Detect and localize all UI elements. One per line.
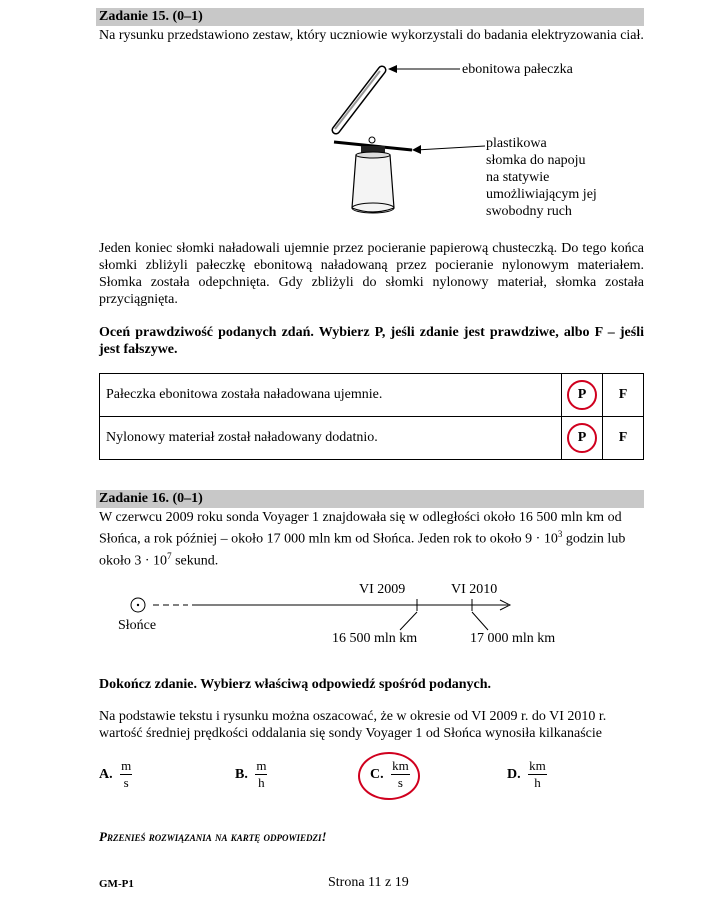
selection-circle xyxy=(567,380,597,410)
answer-a[interactable]: A. $\frac{m}{s}$ xyxy=(99,758,132,790)
table-row xyxy=(100,374,644,417)
apparatus-illustration xyxy=(320,58,490,228)
task16-question: Na podstawie tekstu i rysunku można oszacować, że w okresie od VI 2009 r. do VI 2010 r. wartość średniej prędkości oddalania się sondy Voyager 1 od Słońca wynosiła kilkanaście xyxy=(99,709,607,741)
task16-text: W czerwcu 2009 roku sonda Voyager 1 znajdowała się w odległości około 16 500 mln km od Słońca, a rok później – około 17 000 mln km od Słońca. Jeden rok to około $9 \cdot 10^3$ godzin lub około $3 \cdot 10^7$ sekund. xyxy=(99,510,626,569)
true-false-table xyxy=(99,373,644,460)
option-f-2[interactable]: F xyxy=(603,417,644,460)
task15-body: Jeden koniec słomki naładowali ujemnie przez pocieranie papierową chusteczką. Do tego końca słomki zbliżyli pałeczkę ebonitową naładowaną przez pocieranie nylonowym materiałem. Słomka została odepchnięta. Gdy zbliżyli do słomki nylonowy materiał, słomka została przyciągnięta. xyxy=(99,241,644,307)
distance-2009: 16 500 mln km xyxy=(332,631,418,646)
task15-intro: Na rysunku przedstawiono zestaw, który uczniowie wykorzystali do badania elektryzowania ciał. xyxy=(99,28,644,43)
option-f-1[interactable]: F xyxy=(603,374,644,417)
task16-header: Zadanie 16. (0–1) xyxy=(96,490,644,508)
task16-instruction: Dokończ zdanie. Wybierz właściwą odpowiedź spośród podanych. xyxy=(99,677,492,692)
transfer-note: Przenieś rozwiązania na kartę odpowiedzi! xyxy=(99,829,327,844)
statement-1: Pałeczka ebonitowa została naładowana ujemnie. xyxy=(100,374,562,417)
task15-instruction: Oceń prawdziwość podanych zdań. Wybierz P, jeśli zdanie jest prawdziwe, albo F – jeśli jest fałszywe. xyxy=(99,325,644,357)
answer-selection-circle xyxy=(358,752,420,800)
answer-c[interactable]: C. $\frac{km}{s}$ xyxy=(370,758,409,790)
answer-b[interactable]: B. $\frac{m}{h}$ xyxy=(235,758,267,790)
leader-lines xyxy=(380,610,490,635)
option-p-2[interactable]: P xyxy=(562,417,603,460)
option-p-1[interactable]: P xyxy=(562,374,603,417)
label-vi-2009: VI 2009 xyxy=(359,582,406,597)
answer-d[interactable]: D. $\frac{km}{h}$ xyxy=(507,758,546,790)
label-vi-2010: VI 2010 xyxy=(451,582,498,597)
page-number: Strona 11 z 19 xyxy=(328,875,409,890)
task15-header: Zadanie 15. (0–1) xyxy=(96,8,644,26)
sun-label: Słońce xyxy=(118,618,157,633)
distance-2010: 17 000 mln km xyxy=(470,631,556,646)
table-row xyxy=(100,417,644,460)
straw-label: plastikowa słomka do napoju na statywie umożliwiającym jej swobodny ruch xyxy=(486,136,597,219)
rod-label: ebonitowa pałeczka xyxy=(462,62,573,77)
exam-code: GM-P1 xyxy=(99,878,134,890)
statement-2: Nylonowy materiał został naładowany dodatnio. xyxy=(100,417,562,460)
selection-circle xyxy=(567,423,597,453)
